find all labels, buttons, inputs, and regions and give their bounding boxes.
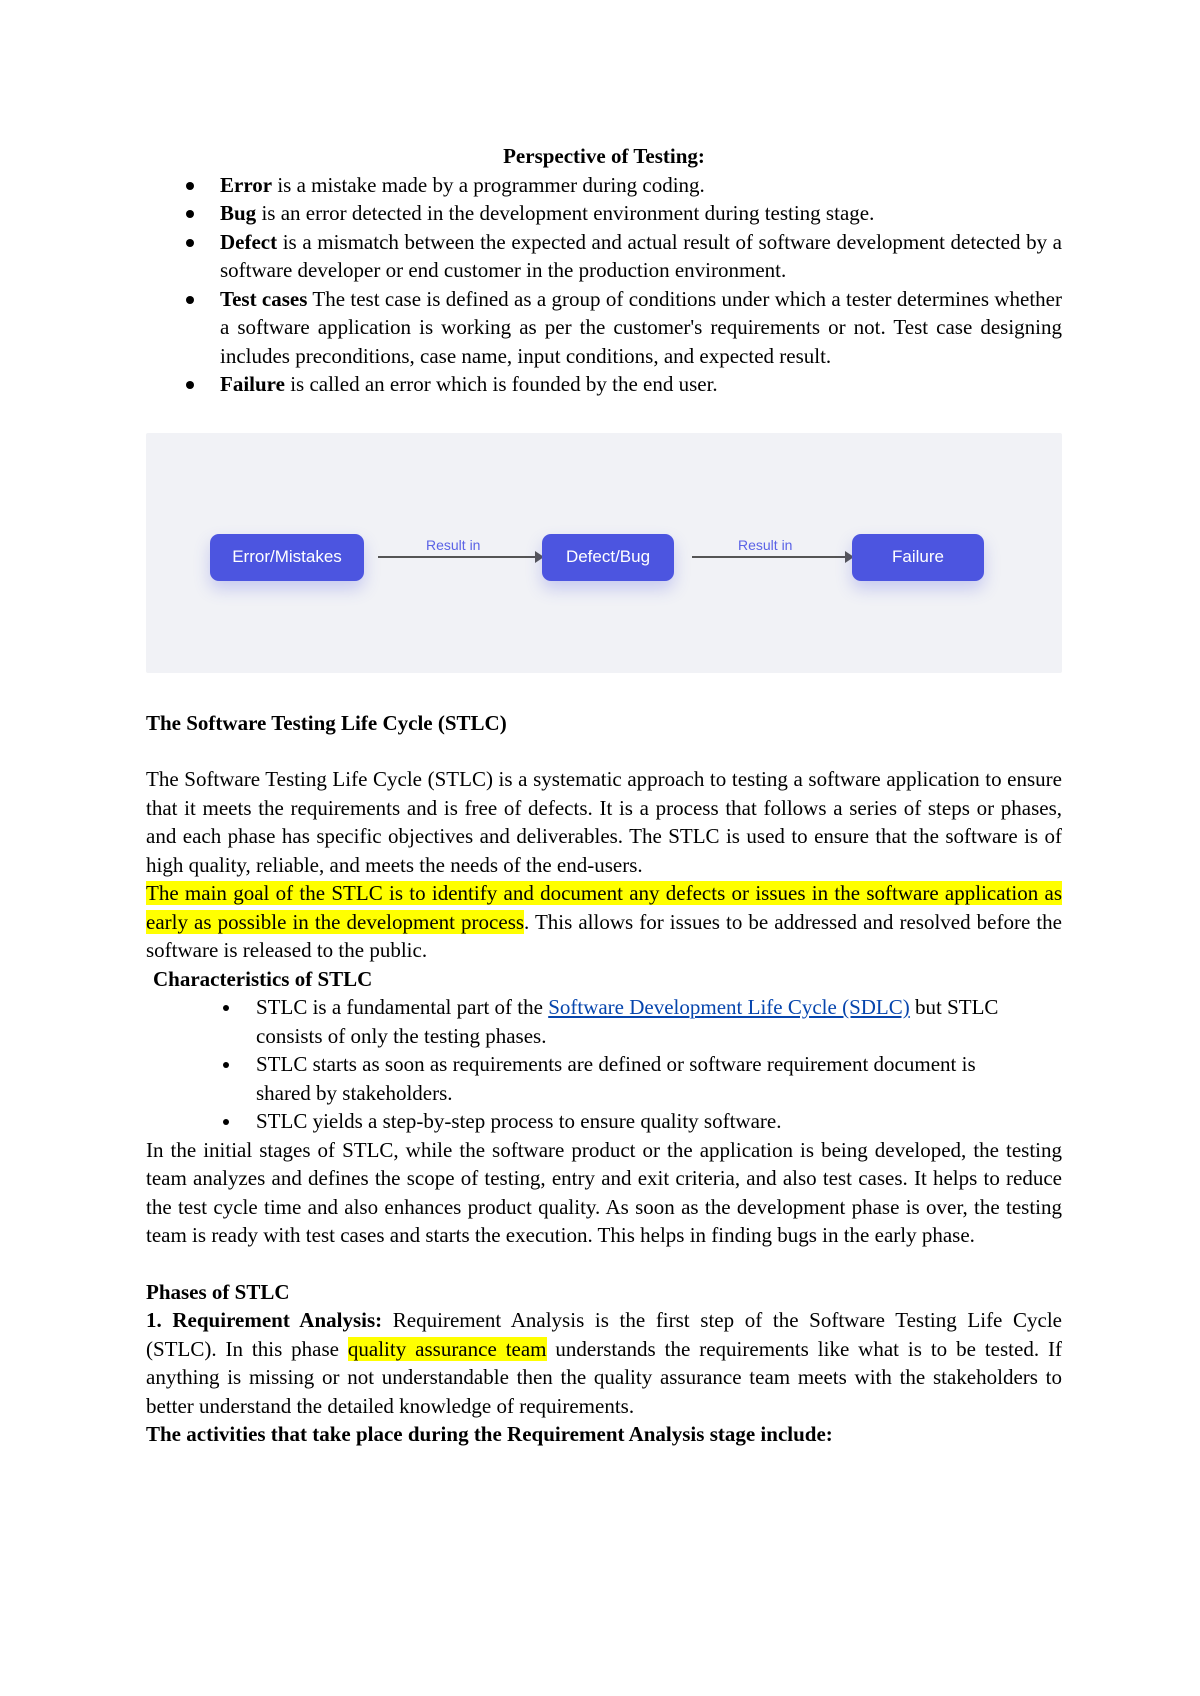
highlighted-goal: The main goal of the STLC is to identify and document any defects or issues in the software application as early as possible in the development process: [146, 881, 1062, 934]
term-bug: Bug: [220, 201, 257, 225]
initial-stages-paragraph: In the initial stages of STLC, while the software product or the application is being developed, the testing team analyzes and defines the scope of testing, entry and exit criteria, and also test cases. It helps to reduce the test cycle time and also enhances product quality. As soon as the development phase is over, the testing team is ready with test cases and starts the execution. This helps in finding bugs in the early phase.: [146, 1137, 1062, 1247]
characteristics-heading: Characteristics of STLC: [153, 966, 373, 991]
edge-label-1: Result in: [426, 536, 481, 553]
term-defect: Defect: [220, 229, 278, 254]
characteristics-list: [146, 993, 1006, 1136]
term-test-cases: Test cases: [220, 286, 308, 311]
characteristic-text: but STLC consists of only the testing phases.: [256, 995, 999, 1048]
node-error-mistakes: Error/Mistakes: [210, 534, 364, 581]
characteristic-item: STLC starts as soon as requirements are defined or software requirement document is shared by stakeholders.: [256, 1050, 1006, 1107]
term-error: Error: [220, 172, 273, 197]
characteristic-item: STLC yields a step-by-step process to ensure quality software.: [256, 1107, 1006, 1136]
characteristic-item: [256, 993, 1006, 1050]
list-item-test-cases: [220, 285, 1062, 371]
document-content: [146, 142, 1062, 1449]
perspective-list: [146, 171, 1062, 399]
edge-label-2: Result in: [738, 536, 793, 553]
perspective-title: Perspective of Testing:: [503, 144, 705, 168]
list-item-error: [220, 171, 1062, 200]
definition-failure: is called an error which is founded by the end user.: [284, 372, 718, 396]
requirement-analysis-paragraph: [146, 1306, 1062, 1420]
definition-defect: is a mismatch between the expected and actual result of software development detected by a software developer or end customer in the production environment.: [220, 229, 1062, 282]
term-failure: Failure: [220, 372, 285, 396]
spacer: [146, 737, 1062, 765]
phases-heading: Phases of STLC: [146, 1279, 290, 1304]
node-defect-bug: Defect/Bug: [542, 534, 674, 581]
activities-heading: The activities that take place during the Requirement Analysis stage include:: [146, 1422, 833, 1446]
characteristic-text: STLC is a fundamental part of the: [256, 995, 549, 1019]
error-defect-failure-diagram: [146, 433, 1062, 673]
definition-bug: is an error detected in the development environment during testing stage.: [256, 201, 875, 225]
goal-rest: . This allows for issues to be addressed and resolved before the software is released to the public.: [146, 909, 1062, 962]
node-failure: Failure: [852, 534, 984, 581]
definition-test-cases: The test case is defined as a group of conditions under which a tester determines whether a software application is working as per the customer's requirements or not. Test case designing includes preconditions, case name, input conditions, and expected result.: [220, 286, 1062, 368]
stlc-goal: [146, 879, 1062, 965]
requirement-text: Requirement Analysis is the first step of the Software Testing Life Cycle (STLC). In this phase: [146, 1308, 1063, 1361]
arrow-icon: [378, 556, 542, 558]
stlc-heading: The Software Testing Life Cycle (STLC): [146, 710, 507, 735]
list-item-bug: [220, 199, 1062, 228]
highlighted-qa-team: quality assurance team: [347, 1336, 547, 1361]
requirement-analysis-label: 1. Requirement Analysis:: [146, 1308, 383, 1332]
list-item-failure: [220, 370, 1062, 399]
stlc-intro: The Software Testing Life Cycle (STLC) is a systematic approach to testing a software application to ensure that it meets the requirements and is free of defects. It is a process that follows a series of steps or phases, and each phase has specific objectives and deliverables. The STLC is used to ensure that the software is of high quality, reliable, and meets the needs of the end-users.: [146, 767, 1062, 877]
arrow-icon: [692, 556, 852, 558]
sdlc-link[interactable]: Software Development Life Cycle (SDLC): [548, 995, 910, 1019]
requirement-text: understands the requirements like what is to be tested. If anything is missing or not understandable then the quality assurance team meets with the stakeholders to better understand the detailed knowledge of requirements.: [146, 1336, 1062, 1418]
spacer: [146, 1250, 1062, 1278]
definition-error: is a mistake made by a programmer during coding.: [272, 172, 705, 197]
list-item-defect: [220, 228, 1062, 285]
